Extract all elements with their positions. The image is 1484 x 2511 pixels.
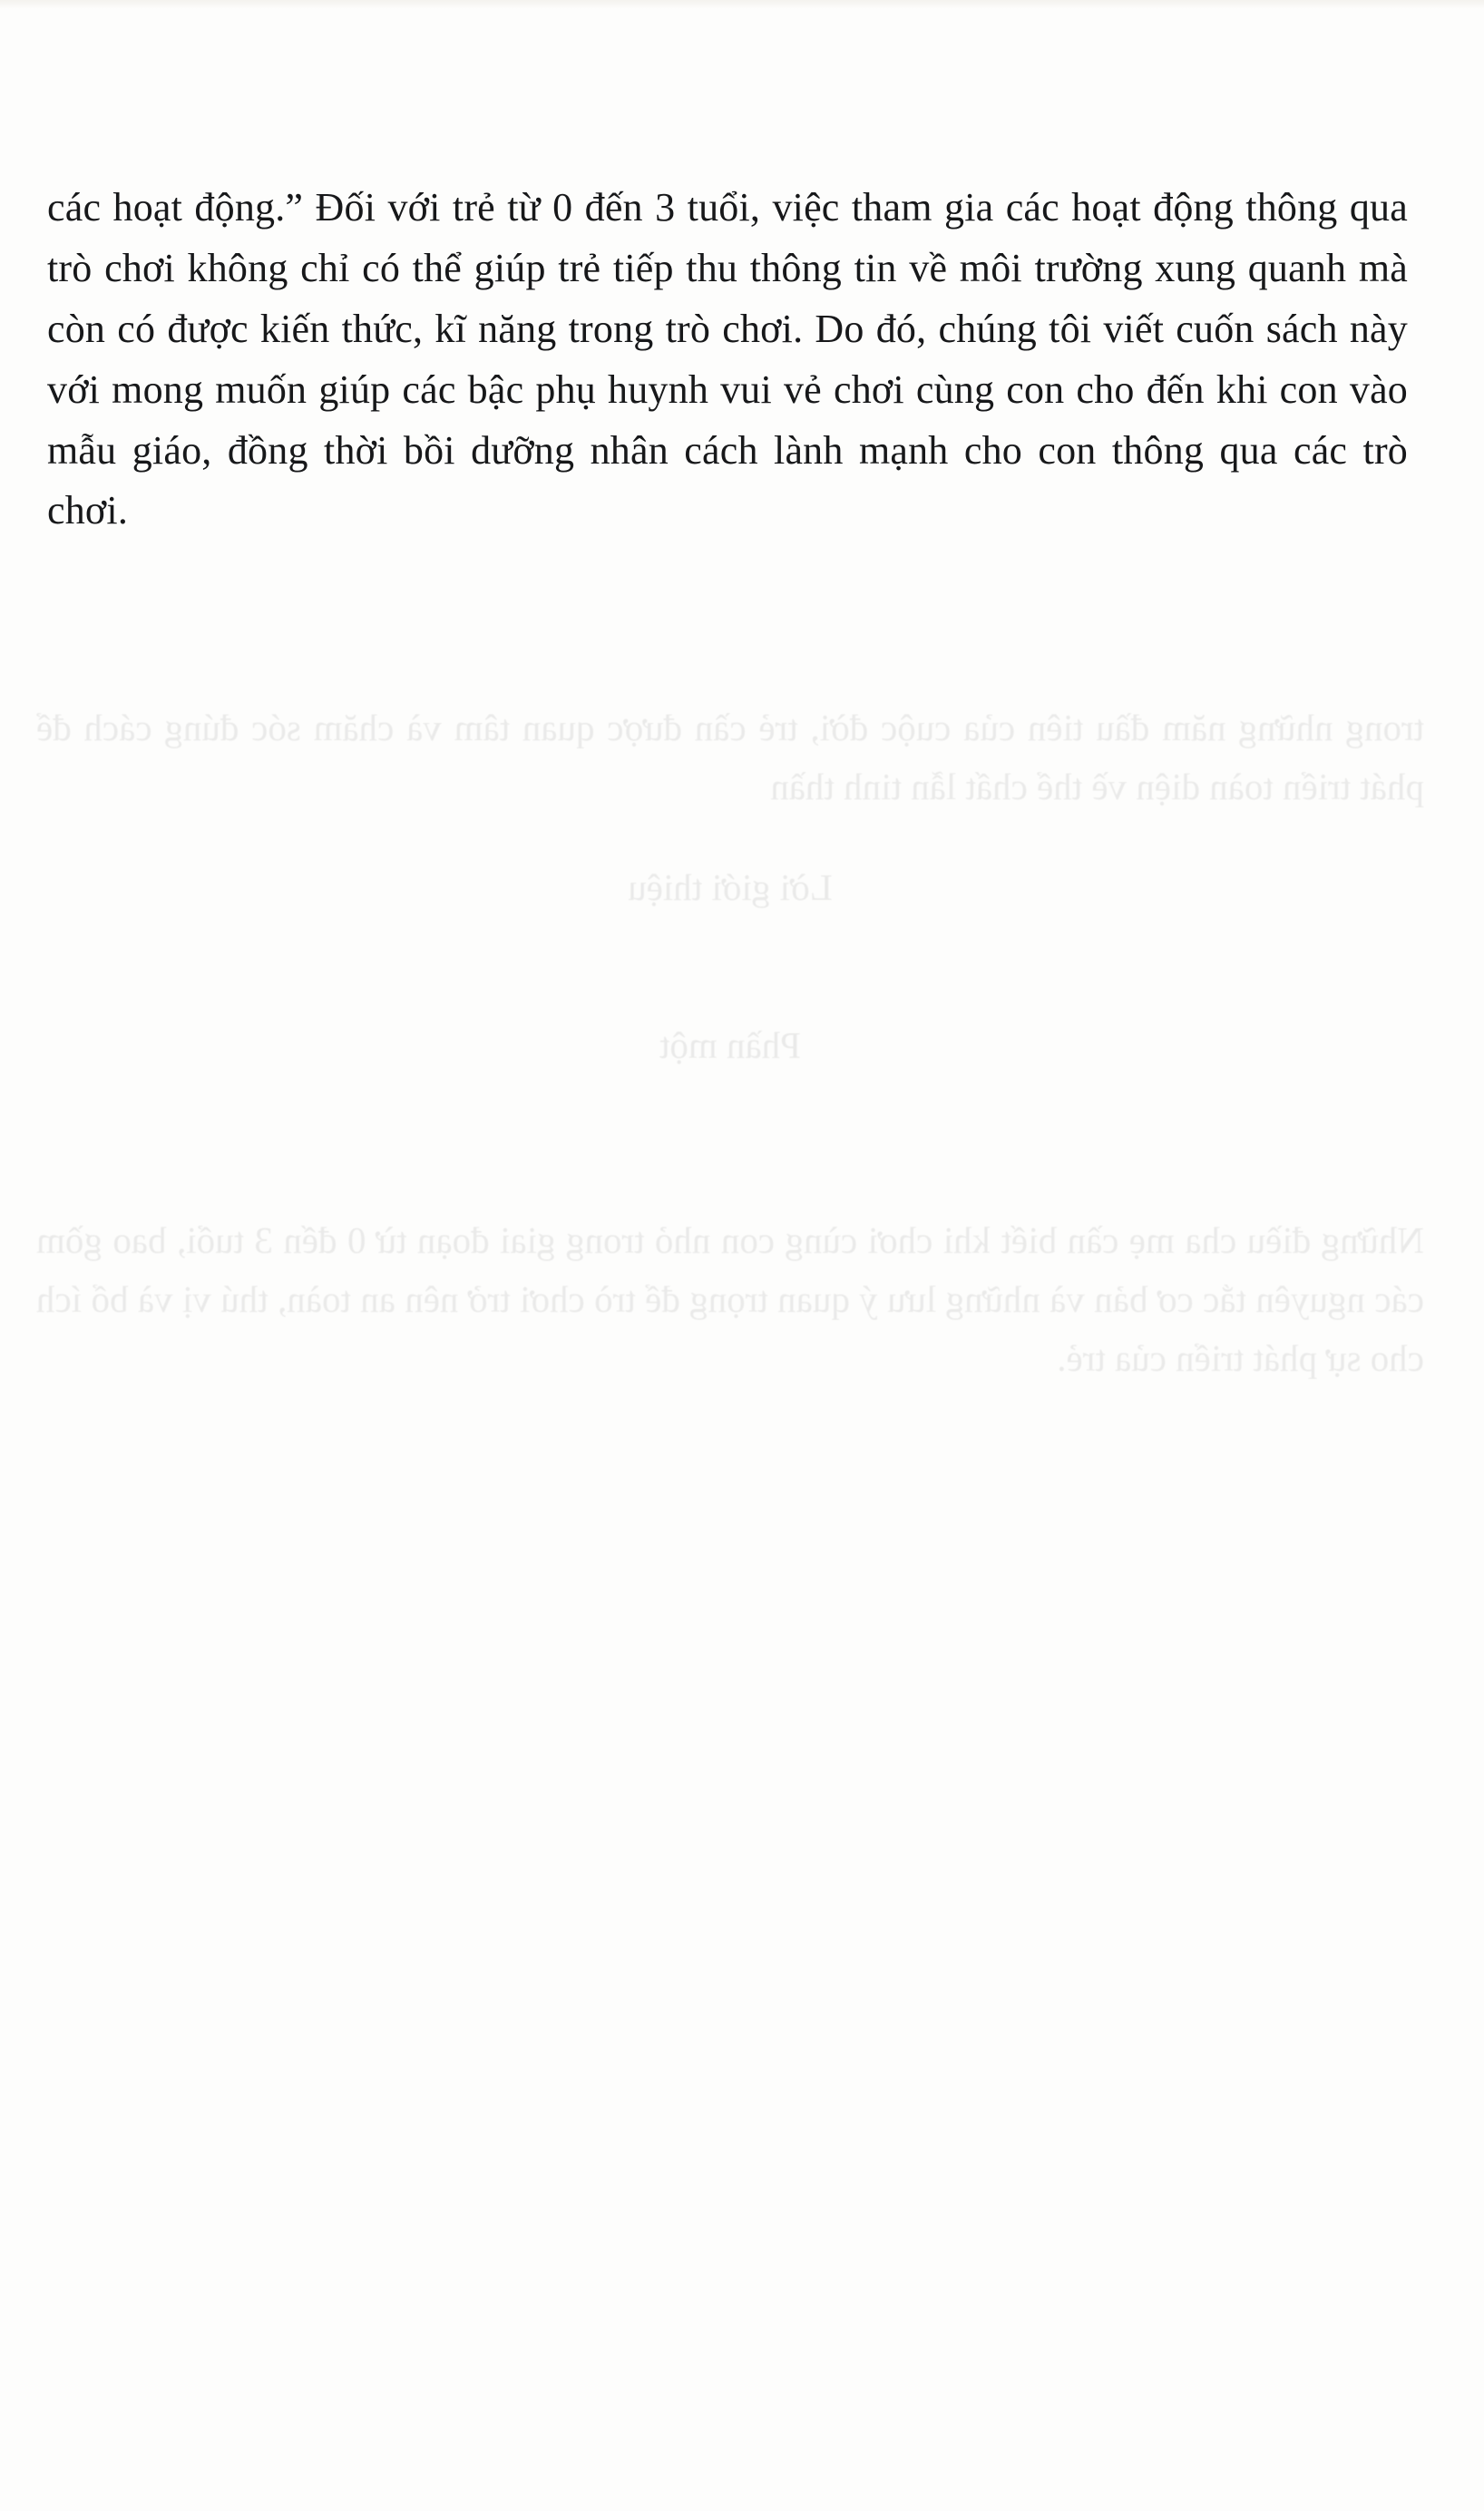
- reverse-side-showthrough: [36, 699, 1424, 1429]
- showthrough-block-3: Phần một: [659, 1024, 802, 1067]
- showthrough-block-4: Những điều cha mẹ cần biết khi chơi cùng con nhỏ trong giai đoạn từ 0 đến 3 tuổi, bao gồm các nguyên tắc cơ bản và những lưu ý quan trọng để trò chơi trở nên an toàn, thú vị và bổ ích cho sự phát triển của trẻ.: [36, 1219, 1424, 1379]
- showthrough-block-2: Lời giới thiệu: [628, 865, 833, 908]
- showthrough-block-1: trong những năm đầu tiên của cuộc đời, trẻ cần được quan tâm và chăm sóc đúng cách để phát triển toàn diện về thể chất lẫn tinh thần: [36, 707, 1424, 807]
- body-paragraph: các hoạt động.” Đối với trẻ từ 0 đến 3 tuổi, việc tham gia các hoạt động thông qua trò chơi không chỉ có thể giúp trẻ tiếp thu thông tin về môi trường xung quanh mà còn có được kiến thức, kĩ năng trong trò chơi. Do đó, chúng tôi viết cuốn sách này với mong muốn giúp các bậc phụ huynh vui vẻ chơi cùng con cho đến khi con vào mẫu giáo, đồng thời bồi dưỡng nhân cách lành mạnh cho con thông qua các trò chơi.: [47, 185, 1408, 533]
